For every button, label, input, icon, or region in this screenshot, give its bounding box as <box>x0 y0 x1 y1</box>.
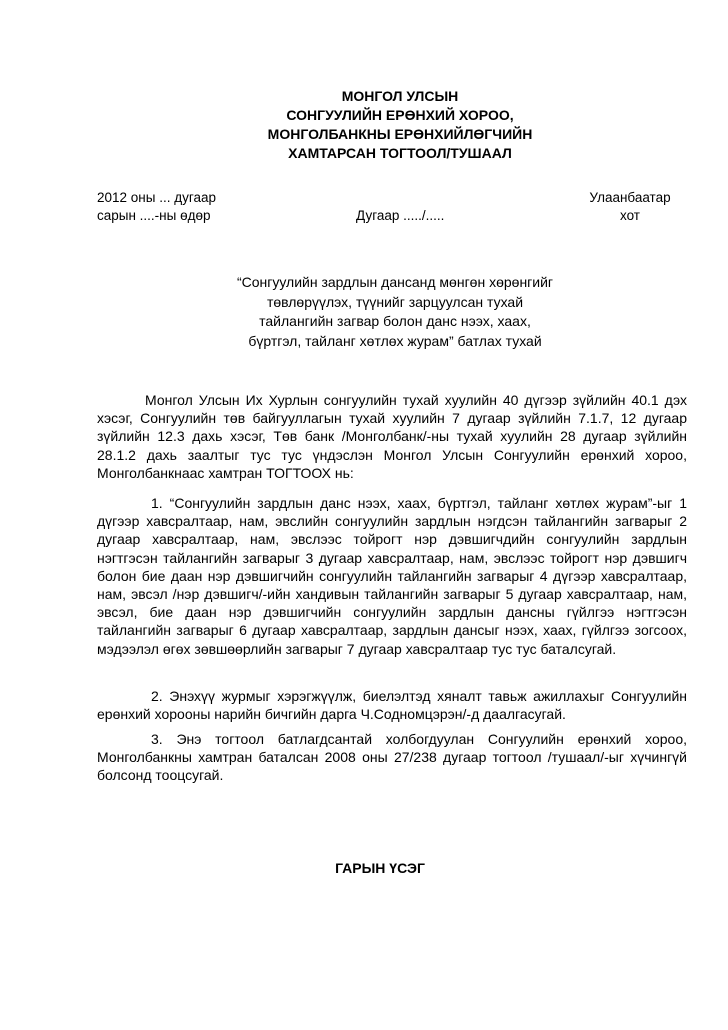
city-line-1: Улаанбаатар <box>589 190 671 205</box>
subject-line-3: тайлангийн загвар болон данс нээх, хаах, <box>259 313 531 329</box>
document-number: Дугаар ...../..... <box>356 208 445 223</box>
subject-line-4: бүртгэл, тайланг хөтлөх журам” батлах тухай <box>248 332 542 349</box>
header-line-2: СОНГУУЛИЙН ЕРӨНХИЙ ХОРОО, <box>286 107 514 123</box>
date-line-2: сарын ....-ны өдөр <box>97 208 211 223</box>
header-line-3: МОНГОЛБАНКНЫ ЕРӨНХИЙЛӨГЧИЙН <box>267 126 533 142</box>
header-line-1: МОНГОЛ УЛСЫН <box>341 88 459 104</box>
date-block <box>97 189 216 225</box>
clause-2-paragraph: 2. Энэхүү журмыг хэрэгжүүлж, биелэлтэд хяналт тавьж ажиллахыг Сонгуулийн ерөнхий хорооны нарийн бичгийн дарга Ч.Содномцэрэн/-д даалгасугай. <box>97 688 687 723</box>
city-block <box>584 189 676 225</box>
clause-1-paragraph: 1. “Сонгуулийн зардлын данс нээх, хаах, бүртгэл, тайланг хөтлөх журам”-ыг 1 дүгээр хавсралтаар, нам, эвслийн сонгуулийн зардлын нэгдсэн тайлангийн загварыг 2 дугаар хавсралтаар, нам, эвслээс тойрогт нэр дэвшигчдийн сонгуулийн зардлын нэгтгэсэн тайлангийн загварыг 3 дугаар хавсралтаар, нам, эвслээс тойрогт нэр дэвшигч болон бие даан нэр дэвшигчийн сонгуулийн тайлангийн загварыг 4 дүгээр хавсралтаар, нам, эвсэл /нэр дэвшигч/-ийн хандивын тайлангийн загварыг 5 дугаар хавсралтаар, нам, эвсэл, бие даан нэр дэвшигчийн сонгуулийн зардлын дансны гүйлгээ нэгтгэсэн тайлангийн загварыг 6 дугаар хавсралтаар, зардлын дансыг нээх, хаах, гүйлгээ зогсоох, мэдээлэл өгөх зөвшөөрлийн загварыг 7 дугаар хавсралтаар тус тус баталсугай. <box>97 495 687 657</box>
document-subject <box>220 273 570 351</box>
preamble-paragraph: Монгол Улсын Их Хурлын сонгуулийн тухай хуулийн 40 дүгээр зүйлийн 40.1 дэх хэсэг, Сонгуулийн төв байгууллагын тухай хуулийн 7 дугаар зүйлийн 7.1.7, 12 дугаар зүйлийн 12.3 дахь хэсэг, Төв банк /Монголбанк/-ны тухай хуулийн 28 дугаар зүйлийн 28.1.2 дахь заалтыг тус тус үндэслэн Монгол Улсын Сонгуулийн ерөнхий хороо, Монголбанкнаас хамтран ТОГТООХ нь: <box>97 392 687 481</box>
clause-3-paragraph: 3. Энэ тогтоол батлагдсантай холбогдуулан Сонгуулийн ерөнхий хороо, Монголбанкны хамтран баталсан 2008 оны 27/238 дугаар тогтоол /тушаал/-ыг хүчингүй болсонд тооцсугай. <box>97 731 687 784</box>
signature-label: ГАРЫН ҮСЭГ <box>335 860 425 876</box>
subject-line-2: төвлөрүүлэх, түүнийг зарцуулсан тухай <box>266 293 524 310</box>
subject-line-1: “Сонгуулийн зардлын дансанд мөнгөн хөрөнгийг <box>236 274 554 290</box>
header-line-4: ХАМТАРСАН ТОГТООЛ/ТУШААЛ <box>288 145 512 161</box>
document-header <box>240 87 560 163</box>
date-line-1: 2012 оны ... дугаар <box>97 190 216 205</box>
city-line-2: хот <box>620 208 640 223</box>
